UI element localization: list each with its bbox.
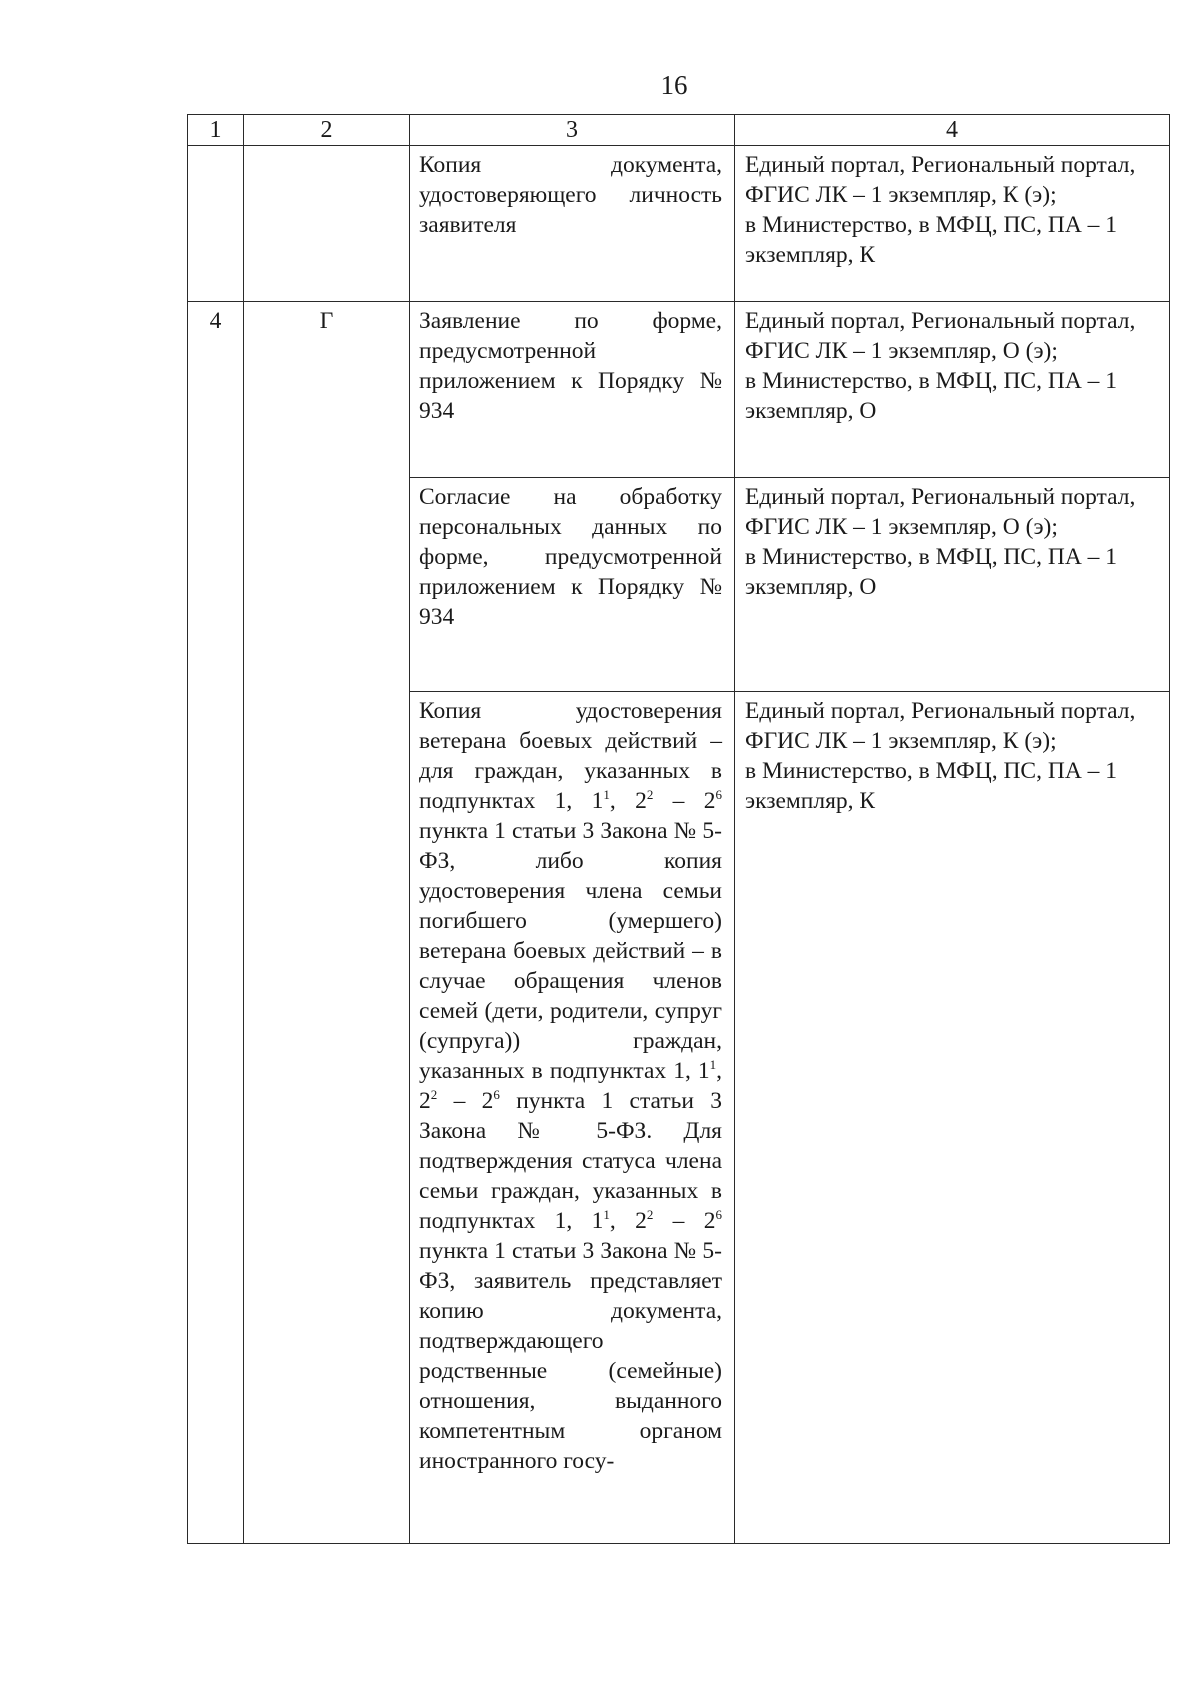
submission-online: Единый портал, Региональный портал, ФГИС ЛК – 1 экземпляр, К (э);	[745, 152, 1136, 208]
table-row	[188, 146, 1170, 302]
document-text: Копия удостоверения ветерана боевых действий – для граждан, указанных в подпунктах 1, $1^1$, $2^2 - 2^6$ пункта 1 статьи 3 Закона № 5-ФЗ, либо копия удостоверения члена семьи погибшего (умершего) ветерана боевых действий – в случае обращения членов семей (дети, родители, супруг (супруга)) граждан, указанных в подпунктах 1, $1^1$, $2^2 - 2^6$ пункта 1 статьи 3 Закона № 5-ФЗ. Для подтверждения статуса члена семьи граждан, указанных в подпунктах 1, $1^1$, $2^2 - 2^6$ пункта 1 статьи 3 Закона № 5-ФЗ, заявитель представляет копию документа, подтверждающего родственные (семейные) отношения, выданного компетентным органом иностранного госу-	[419, 698, 722, 1474]
submission-offline: в Министерство, в МФЦ, ПС, ПА – 1 экземпляр, О	[745, 544, 1118, 600]
header-cell-4: 4	[735, 115, 1170, 146]
table-row	[188, 302, 1170, 478]
header-cell-1: 1	[188, 115, 244, 146]
page-number: 16	[660, 70, 688, 100]
submission-offline: в Министерство, в МФЦ, ПС, ПА – 1 экземпляр, К	[745, 758, 1118, 814]
row-category-cell: Г	[244, 302, 410, 1544]
document-cell	[410, 478, 735, 692]
document-cell	[410, 302, 735, 478]
document-text: Заявление по форме, предусмотренной приложением к Порядку № 934	[419, 308, 722, 424]
submission-cell	[735, 302, 1170, 478]
document-text: Копия документа, удостоверяющего личность заявителя	[419, 152, 722, 238]
document-cell	[410, 692, 735, 1544]
document-cell	[410, 146, 735, 302]
submission-online: Единый портал, Региональный портал, ФГИС ЛК – 1 экземпляр, О (э);	[745, 484, 1136, 540]
submission-offline: в Министерство, в МФЦ, ПС, ПА – 1 экземпляр, К	[745, 212, 1118, 268]
submission-offline: в Министерство, в МФЦ, ПС, ПА – 1 экземпляр, О	[745, 368, 1118, 424]
header-cell-3: 3	[410, 115, 735, 146]
header-cell-2: 2	[244, 115, 410, 146]
table-header-row	[188, 115, 1170, 146]
row-number-cell: 4	[188, 302, 244, 1544]
submission-cell	[735, 692, 1170, 1544]
document-table	[187, 114, 1170, 1544]
row-category-cell	[244, 146, 410, 302]
row-number-cell	[188, 146, 244, 302]
submission-online: Единый портал, Региональный портал, ФГИС ЛК – 1 экземпляр, О (э);	[745, 308, 1136, 364]
submission-cell	[735, 478, 1170, 692]
document-text: Согласие на обработку персональных данных по форме, предусмотренной приложением к Порядку № 934	[419, 484, 722, 630]
submission-cell	[735, 146, 1170, 302]
submission-online: Единый портал, Региональный портал, ФГИС ЛК – 1 экземпляр, К (э);	[745, 698, 1136, 754]
